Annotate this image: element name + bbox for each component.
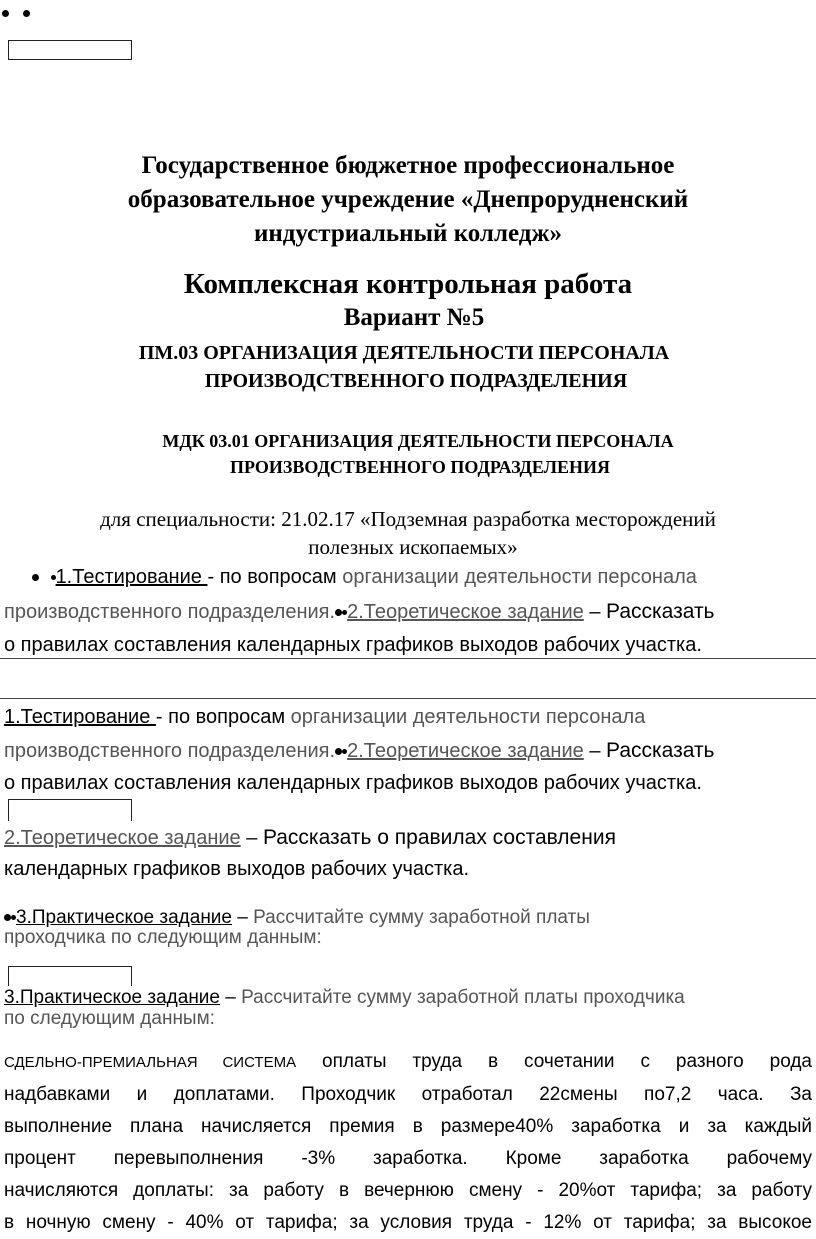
- module-line: ПРОИЗВОДСТВЕННОГО ПОДРАЗДЕЛЕНИЯ: [204, 370, 628, 392]
- dot-icon: [2, 10, 9, 17]
- institution-line: образовательное учреждение «Днепрорудненский: [127, 186, 689, 213]
- variant-title: Вариант №5: [343, 304, 485, 331]
- specialty: [0, 505, 816, 561]
- mdk-line: ПРОИЗВОДСТВЕННОГО ПОДРАЗДЕЛЕНИЯ: [229, 457, 611, 477]
- body-paragraph: [4, 1046, 812, 1239]
- divider: [0, 698, 816, 699]
- task1-dash: -: [207, 566, 220, 588]
- body-line: процент перевыполнения -3% заработка. Кроме заработка рабочему: [4, 1148, 812, 1169]
- mdk-line: МДК 03.01 ОРГАНИЗАЦИЯ ДЕЯТЕЛЬНОСТИ ПЕРСОНАЛА: [162, 431, 674, 451]
- task3-dash: –: [220, 987, 242, 1008]
- task3-label[interactable]: 3.Практическое задание: [16, 907, 232, 928]
- body-line: выполнение плана начисляется премия в размере40% заработка и за каждый: [4, 1116, 812, 1137]
- task2-text-a: Рассказать: [606, 600, 715, 623]
- top-dots: [2, 4, 30, 20]
- task2-alt-line2: календарных графиков выходов рабочих участка.: [4, 858, 470, 880]
- task2-alt-text: Рассказать о правилах составления: [262, 826, 616, 849]
- empty-frame: [8, 966, 132, 986]
- module-title: [0, 339, 816, 395]
- task2-line3: о правилах составления календарных графиков выходов рабочих участка.: [4, 634, 702, 656]
- mdk-title: [0, 428, 816, 480]
- body-line: [4, 1046, 812, 1079]
- specialty-line: для специальности: 21.02.17 «Подземная разработка месторождений: [100, 507, 716, 531]
- task3-alt-line2: по следующим данным:: [4, 1008, 215, 1029]
- task3-alt-line: [4, 988, 685, 1008]
- task1-text-b: организации деятельности персонала: [342, 566, 697, 588]
- institution-line: индустриальный колледж»: [253, 220, 563, 247]
- institution-line: Государственное бюджетное профессиональное: [141, 152, 675, 179]
- body-line: начисляются доплаты: за работу в вечернюю смену - 20%от тарифа; за работу: [4, 1180, 812, 1201]
- task2-label[interactable]: 2.Теоретическое задание: [4, 827, 241, 849]
- system-name: СДЕЛЬНО-ПРЕМИАЛЬНАЯ СИСТЕМА: [4, 1054, 297, 1071]
- task1-task2-line: [4, 739, 715, 763]
- task1-line: [32, 566, 697, 589]
- task3-dash: –: [232, 907, 254, 928]
- task2-text-a: Рассказать: [606, 739, 715, 762]
- task3-line: [4, 908, 590, 928]
- task1-line2: производственного подразделения.: [4, 740, 336, 762]
- task2-dash: –: [583, 740, 607, 762]
- task3-line2: проходчика по следующим данным:: [4, 927, 322, 948]
- task2-line3: о правилах составления календарных графиков выходов рабочих участка.: [4, 772, 702, 794]
- task1-text-a: по вопросам: [219, 566, 343, 588]
- bullet-icon: [335, 748, 342, 755]
- task1-line: [4, 706, 645, 729]
- task1-dash: -: [155, 706, 169, 728]
- bullet-icon: [32, 574, 39, 581]
- institution-title: [0, 149, 816, 251]
- task2-label[interactable]: 2.Теоретическое задание: [347, 740, 584, 762]
- bullet-icon: [4, 914, 11, 921]
- task2-alt-line: [4, 826, 616, 850]
- empty-frame: [8, 799, 132, 821]
- task1-text-b: организации деятельности персонала: [290, 706, 646, 728]
- body-text: оплаты труда в сочетании с разного рода: [296, 1051, 812, 1072]
- task2-label[interactable]: 2.Теоретическое задание: [347, 601, 584, 623]
- dot-icon: [23, 10, 30, 17]
- task2-dash: –: [240, 827, 263, 849]
- task3-text: Рассчитайте сумму заработной платы: [253, 907, 590, 928]
- task2-dash: –: [583, 601, 607, 623]
- task1-task2-line: [4, 600, 715, 624]
- task1-line2: производственного подразделения.: [4, 601, 336, 623]
- task3-label[interactable]: 3.Практическое задание: [4, 987, 220, 1008]
- specialty-line: полезных ископаемых»: [308, 535, 518, 559]
- task1-label[interactable]: 1.Тестирование: [55, 566, 208, 588]
- task1-label[interactable]: 1.Тестирование: [4, 706, 156, 728]
- empty-frame: [8, 40, 132, 60]
- body-line: в ночную смену - 40% от тарифа; за условия труда - 12% от тарифа; за высокое: [4, 1212, 812, 1233]
- task3-alt-text: Рассчитайте сумму заработной платы проходчика: [241, 987, 685, 1008]
- task1-text-a: по вопросам: [168, 706, 291, 728]
- divider: [0, 658, 816, 659]
- work-title: Комплексная контрольная работа: [183, 268, 633, 300]
- body-line: надбавками и доплатами. Проходчик отработал 22смены по7,2 часа. За: [4, 1084, 812, 1105]
- bullet-icon: [335, 609, 342, 616]
- module-line: ПМ.03 ОРГАНИЗАЦИЯ ДЕЯТЕЛЬНОСТИ ПЕРСОНАЛА: [138, 342, 670, 364]
